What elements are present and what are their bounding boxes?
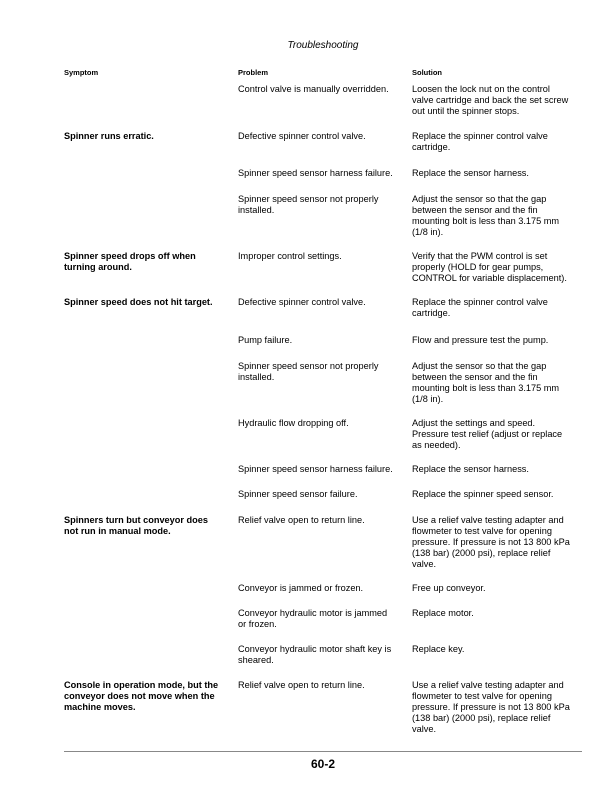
- solution-cell: Replace the spinner control valve cartridge.: [412, 131, 548, 152]
- solution-cell: Replace the sensor harness.: [412, 464, 529, 474]
- page-number: 60-2: [310, 757, 336, 771]
- problem-cell: Hydraulic flow dropping off.: [238, 418, 349, 428]
- solution-cell: Replace the spinner speed sensor.: [412, 489, 554, 499]
- problem-cell: Defective spinner control valve.: [238, 131, 366, 141]
- solution-cell: Replace the sensor harness.: [412, 168, 529, 178]
- problem-cell: Pump failure.: [238, 335, 293, 345]
- solution-cell: Flow and pressure test the pump.: [412, 335, 549, 345]
- column-header-symptom: Symptom: [64, 68, 99, 77]
- solution-cell: Use a relief valve testing adapter and flowmeter to test valve for opening pressure. If pressure is not 13 800 kPa (138 bar) (2000 psi), replace relief valve.: [412, 680, 570, 734]
- problem-cell: Spinner speed sensor harness failure.: [238, 168, 393, 178]
- solution-cell: Use a relief valve testing adapter and flowmeter to test valve for opening pressure. If pressure is not 13 800 kPa (138 bar) (2000 psi), replace relief valve.: [412, 515, 570, 569]
- problem-cell: Spinner speed sensor failure.: [238, 489, 358, 499]
- solution-cell: Free up conveyor.: [412, 583, 486, 593]
- footer-divider: [64, 751, 582, 752]
- solution-cell: Loosen the lock nut on the control valve cartridge and back the set screw out until the spinner stops.: [412, 84, 569, 116]
- symptom-cell: Spinners turn but conveyor does not run in manual mode.: [64, 515, 208, 536]
- solution-cell: Replace motor.: [412, 608, 474, 618]
- solution-cell: Replace key.: [412, 644, 465, 654]
- page-header-title: Troubleshooting: [287, 40, 359, 51]
- problem-cell: Spinner speed sensor harness failure.: [238, 464, 393, 474]
- problem-cell: Conveyor hydraulic motor is jammed or frozen.: [238, 608, 388, 629]
- problem-cell: Spinner speed sensor not properly installed.: [238, 194, 379, 215]
- column-header-problem: Problem: [238, 68, 269, 77]
- problem-cell: Control valve is manually overridden.: [238, 84, 389, 94]
- problem-cell: Relief valve open to return line.: [238, 680, 365, 690]
- problem-cell: Improper control settings.: [238, 251, 342, 261]
- solution-cell: Adjust the settings and speed. Pressure test relief (adjust or replace as needed).: [412, 418, 563, 450]
- problem-cell: Spinner speed sensor not properly installed.: [238, 361, 379, 382]
- solution-cell: Verify that the PWM control is set properly (HOLD for gear pumps, CONTROL for variable displacement).: [412, 251, 567, 283]
- problem-cell: Relief valve open to return line.: [238, 515, 365, 525]
- symptom-cell: Spinner speed does not hit target.: [64, 297, 213, 307]
- solution-cell: Adjust the sensor so that the gap between the sensor and the fin mounting bolt is less than 3.175 mm (1/8 in).: [412, 194, 560, 237]
- problem-cell: Conveyor is jammed or frozen.: [238, 583, 364, 593]
- problem-cell: Defective spinner control valve.: [238, 297, 366, 307]
- column-header-solution: Solution: [412, 68, 442, 77]
- symptom-cell: Spinner speed drops off when turning around.: [64, 251, 196, 272]
- solution-cell: Replace the spinner control valve cartridge.: [412, 297, 548, 318]
- symptom-cell: Spinner runs erratic.: [64, 131, 154, 141]
- symptom-cell: Console in operation mode, but the conveyor does not move when the machine moves.: [64, 680, 219, 712]
- solution-cell: Adjust the sensor so that the gap between the sensor and the fin mounting bolt is less than 3.175 mm (1/8 in).: [412, 361, 560, 404]
- problem-cell: Conveyor hydraulic motor shaft key is sheared.: [238, 644, 392, 665]
